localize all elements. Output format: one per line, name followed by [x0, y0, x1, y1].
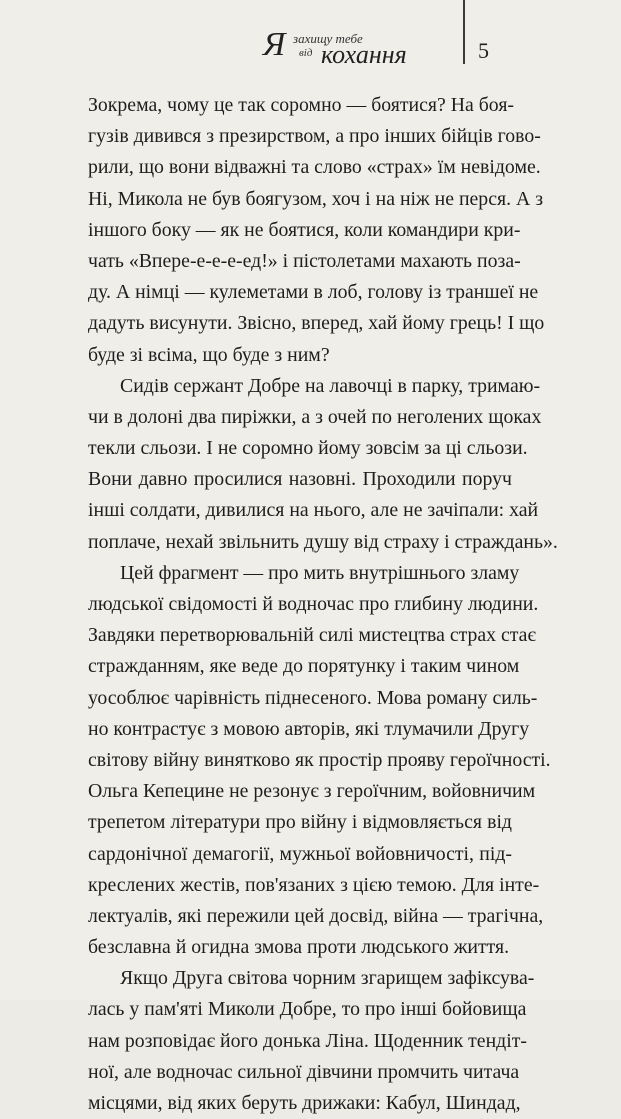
text-line: трепетом літератури про війну і відмовляється від: [88, 811, 512, 834]
text-line: нам розповідає його донька Ліна. Щоденник тендіт-: [88, 1029, 527, 1052]
book-title: [251, 22, 451, 74]
header-divider: [463, 0, 465, 64]
text-line: Якщо Друга світова чорним згарищем зафіксува-: [120, 967, 535, 990]
text-line: лась у пам'яті Миколи Добре, то про інші бойовища: [88, 998, 527, 1021]
text-line: ду. А німці — кулеметами в лоб, голову із траншеї не: [88, 281, 539, 304]
text-line: но контрастує з мовою авторів, які тлумачили Другу: [88, 717, 530, 740]
text-line: буде зі всіма, що буде з ним?: [88, 343, 330, 366]
title-zahyshchu: захищу тебе: [293, 31, 363, 46]
paragraph: [88, 558, 551, 963]
text-line: Вони давно просилися назовні. Проходили поруч: [88, 468, 512, 491]
title-kokhannia: кохання: [321, 40, 407, 69]
text-line: уособлює чарівність піднесеного. Мова роману силь-: [88, 686, 538, 709]
text-line: людської свідомості й водночас про глибину людини.: [88, 593, 539, 615]
paragraph: [88, 963, 535, 1119]
text-line: безславна й огидна змова проти людського життя.: [88, 936, 510, 959]
text-line: ної, але водночас сильної дівчини промчить читача: [88, 1060, 520, 1083]
text-line: світову війну винятково як простір прояву героїчності.: [88, 748, 551, 771]
text-line: стражданням, яке веде до порятунку і таким чином: [88, 655, 520, 678]
text-line: іншого боку — як не боятися, коли командири кри-: [88, 218, 521, 241]
paragraph: [88, 371, 558, 558]
text-line: Ні, Микола не був боягузом, хоч і на ніж не перся. А з: [88, 187, 544, 210]
text-line: Завдяки перетворювальній силі мистецтва страх стає: [88, 624, 536, 647]
text-line: інші солдати, дивилися на нього, але не зачіпали: хай: [88, 499, 539, 522]
body-text: [88, 90, 558, 1119]
title-vid: від: [299, 47, 313, 59]
text-line: Зокрема, чому це так соромно — боятися? На боя-: [88, 94, 515, 116]
text-line: рили, що вони відважні та слово «страх» їм невідоме.: [88, 156, 541, 179]
paragraph: [88, 90, 545, 371]
text-line: гузів дивився з презирством, а про інших бійців гово-: [88, 125, 541, 148]
text-line: лектуалів, які пережили цей досвід, війна — трагічна,: [88, 904, 544, 927]
text-line: місцями, від яких беруть дрижаки: Кабул, Шиндад,: [88, 1092, 521, 1114]
text-line: креслених жестів, пов'язаних з цією темою. Для інте-: [88, 873, 540, 896]
text-line: Сидів сержант Добре на лавочці в парку, тримаю-: [120, 374, 541, 397]
text-line: чи в долоні два пиріжки, а з очей по неголених щоках: [88, 405, 542, 428]
running-header: [0, 0, 621, 80]
text-line: текли сльози. І не соромно йому зовсім за ці сльози.: [88, 437, 528, 460]
text-line: поплаче, нехай звільнить душу від страху і страждань».: [88, 530, 558, 553]
text-line: сардонічної демагогії, мужньої войовничості, під-: [88, 842, 512, 865]
title-ya: Я: [263, 26, 286, 63]
text-line: чать «Впере-е-е-е-ед!» і пістолетами махають поза-: [88, 249, 521, 272]
page-number: 5: [478, 38, 489, 63]
text-line: дадуть висунути. Звісно, вперед, хай йому грець! І що: [88, 312, 545, 335]
text-line: Цей фрагмент — про мить внутрішнього зламу: [120, 561, 520, 584]
text-line: Ольга Кепецине не резонує з героїчним, войовничим: [88, 780, 536, 803]
